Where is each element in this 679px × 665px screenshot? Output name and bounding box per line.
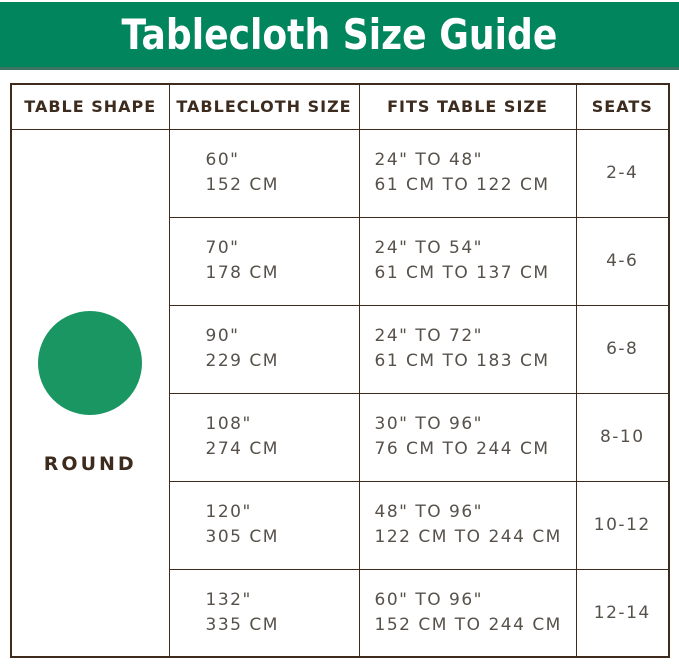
size-cm: 152 CM [205,175,279,195]
fits-cm: 61 CM TO 137 CM [374,263,550,283]
fits-cm: 61 CM TO 122 CM [374,175,550,195]
seats-value: 10-12 [593,515,651,535]
size-guide-table [10,83,670,658]
fits-table-size-cell [359,305,576,393]
seats-value: 4-6 [606,251,639,271]
size-inches: 70" [205,238,240,258]
tablecloth-size-cell [169,305,359,393]
size-cm: 335 CM [205,614,279,635]
tablecloth-size-cell [169,569,359,657]
seats-cell [576,305,669,393]
col-header-tablecloth-size: TABLECLOTH SIZE [169,84,359,129]
fits-table-size-cell [359,217,576,305]
shape-label-round: ROUND [43,452,137,475]
size-inches: 108" [205,414,252,434]
size-inches: 90" [205,326,240,346]
size-cm: 178 CM [205,263,279,283]
title-banner [0,2,679,70]
size-inches: 60" [205,150,240,170]
seats-cell [576,569,669,657]
col-header-table-shape: TABLE SHAPE [11,84,169,129]
fits-table-size-cell [359,129,576,217]
fits-inches: 24" TO 72" [374,326,483,346]
table-shape-cell [11,129,169,657]
tablecloth-size-cell [169,393,359,481]
tablecloth-size-cell [169,481,359,569]
seats-value: 2-4 [606,163,639,183]
fits-table-size-cell [359,393,576,481]
size-cm: 229 CM [205,351,279,371]
fits-inches: 30" TO 96" [374,414,483,434]
fits-inches: 48" TO 96" [374,502,483,522]
seats-cell [576,393,669,481]
seats-cell [576,217,669,305]
fits-inches: 60" TO 96" [374,589,483,610]
seats-value: 8-10 [599,427,645,447]
fits-cm: 76 CM TO 244 CM [374,439,550,459]
size-inches: 120" [205,502,252,522]
fits-table-size-cell [359,569,576,657]
fits-cm: 61 CM TO 183 CM [374,351,550,371]
size-cm: 274 CM [205,439,279,459]
round-circle-icon [38,311,142,415]
tablecloth-size-cell [169,129,359,217]
tablecloth-size-cell [169,217,359,305]
fits-inches: 24" TO 48" [374,150,483,170]
size-inches: 132" [205,589,252,610]
page-title: Tablecloth Size Guide [121,10,558,59]
fits-table-size-cell [359,481,576,569]
col-header-fits-table-size: FITS TABLE SIZE [359,84,576,129]
table-row [11,129,669,217]
table-header-row [11,84,669,129]
seats-value: 12-14 [593,602,651,623]
col-header-seats: SEATS [576,84,669,129]
seats-value: 6-8 [606,339,639,359]
size-cm: 305 CM [205,527,279,547]
fits-cm: 122 CM TO 244 CM [374,527,562,547]
fits-cm: 152 CM TO 244 CM [374,614,562,635]
fits-inches: 24" TO 54" [374,238,483,258]
seats-cell [576,481,669,569]
seats-cell [576,129,669,217]
